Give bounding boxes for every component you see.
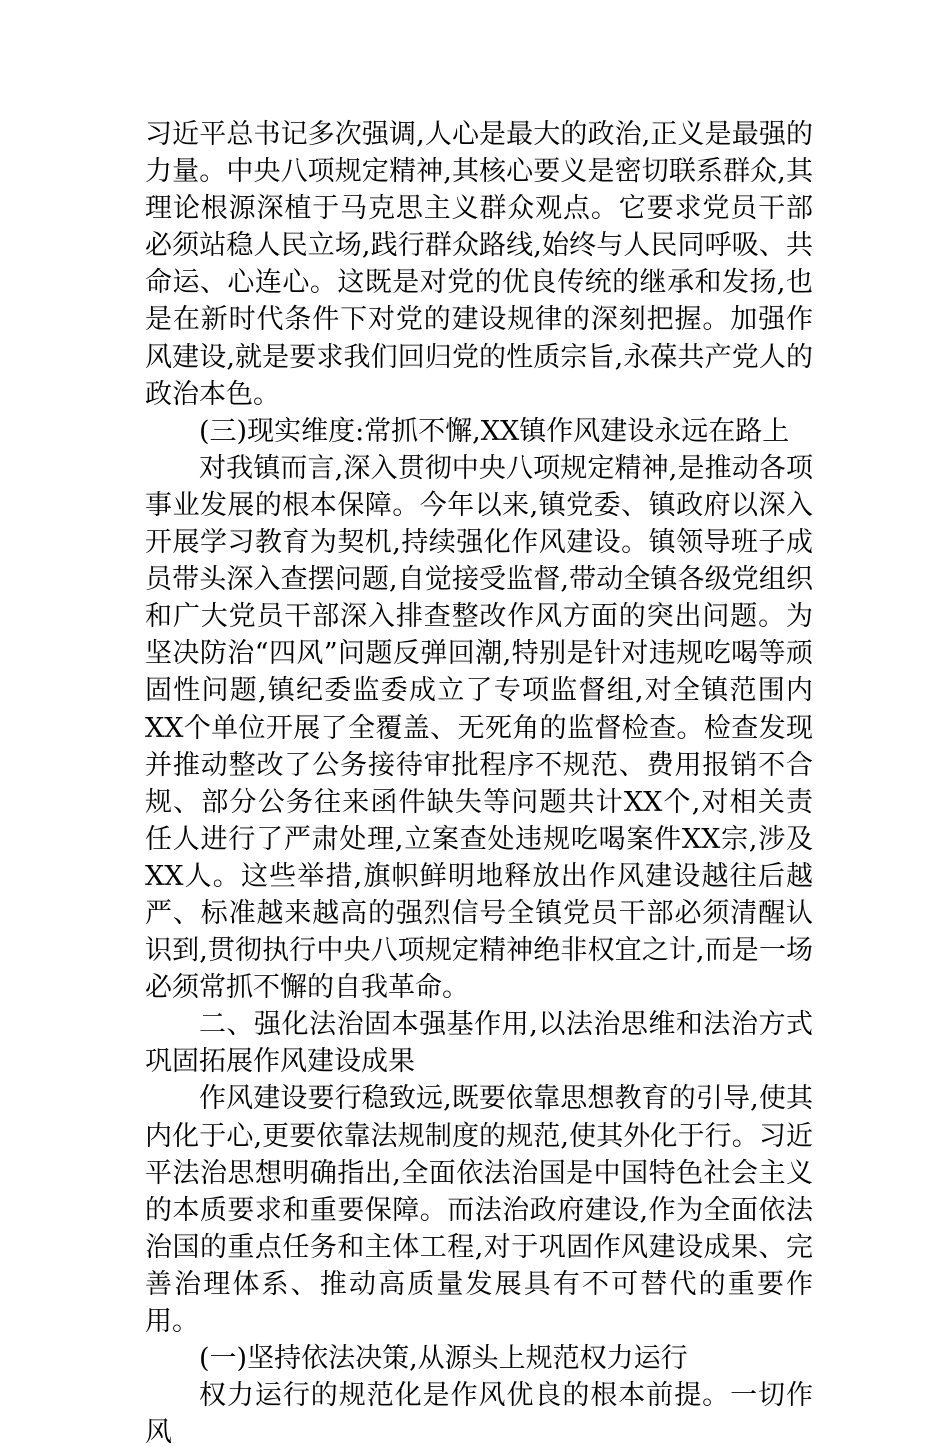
paragraph-power-regulation: 权力运行的规范化是作风优良的根本前提。一切作风 [145,1380,813,1449]
section-heading-lawful-decision: (一)坚持依法决策,从源头上规范权力运行 [199,1343,688,1375]
section-heading-rule-of-law: 二、强化法治固本强基作用,以法治思维和法治方式巩固拓展作风建设成果 [145,1009,813,1078]
document-body [145,116,813,1451]
section-heading-reality-dimension: (三)现实维度:常抓不懈,XX镇作风建设永远在路上 [199,415,790,447]
paragraph-town-work-style: 对我镇而言,深入贯彻中央八项规定精神,是推动各项事业发展的根本保障。今年以来,镇党委、镇政府以深入开展学习教育为契机,持续强化作风建设。镇领导班子成员带头深入查摆问题,自觉接受监督,带动全镇各级党组织和广大党员干部深入排查整改作风方面的突出问题。为坚决防治“四风”问题反弹回潮,特别是针对违规吃喝等顽固性问题,镇纪委监委成立了专项监督组,对全镇范围内XX个单位开展了全覆盖、无死角的监督检查。检查发现并推动整改了公务接待审批程序不规范、费用报销不合规、部分公务往来函件缺失等问题共计XX个,对相关责任人进行了严肃处理,立案查处违规吃喝案件XX宗,涉及XX人。这些举措,旗帜鲜明地释放出作风建设越往后越严、标准越来越高的强烈信号全镇党员干部必须清醒认识到,贯彻执行中央八项规定精神绝非权宜之计,而是一场必须常抓不懈的自我革命。 [145,452,813,1004]
paragraph-people-politics: 习近平总书记多次强调,人心是最大的政治,正义是最强的力量。中央八项规定精神,其核心要义是密切联系群众,其理论根源深植于马克思主义群众观点。它要求党员干部必须站稳人民立场,践行群众路线,始终与人民同呼吸、共命运、心连心。这既是对党的优良传统的继承和发扬,也是在新时代条件下对党的建设规律的深刻把握。加强作风建设,就是要求我们回归党的性质宗旨,永葆共产党人的政治本色。 [145,119,813,410]
paragraph-law-based-governance: 作风建设要行稳致远,既要依靠思想教育的引导,使其内化于心,更要依靠法规制度的规范,使其外化于行。习近平法治思想明确指出,全面依法治国是中国特色社会主义的本质要求和重要保障。而法治政府建设,作为全面依法治国的重点任务和主体工程,对于巩固作风建设成果、完善治理体系、推动高质量发展具有不可替代的重要作用。 [145,1083,813,1337]
